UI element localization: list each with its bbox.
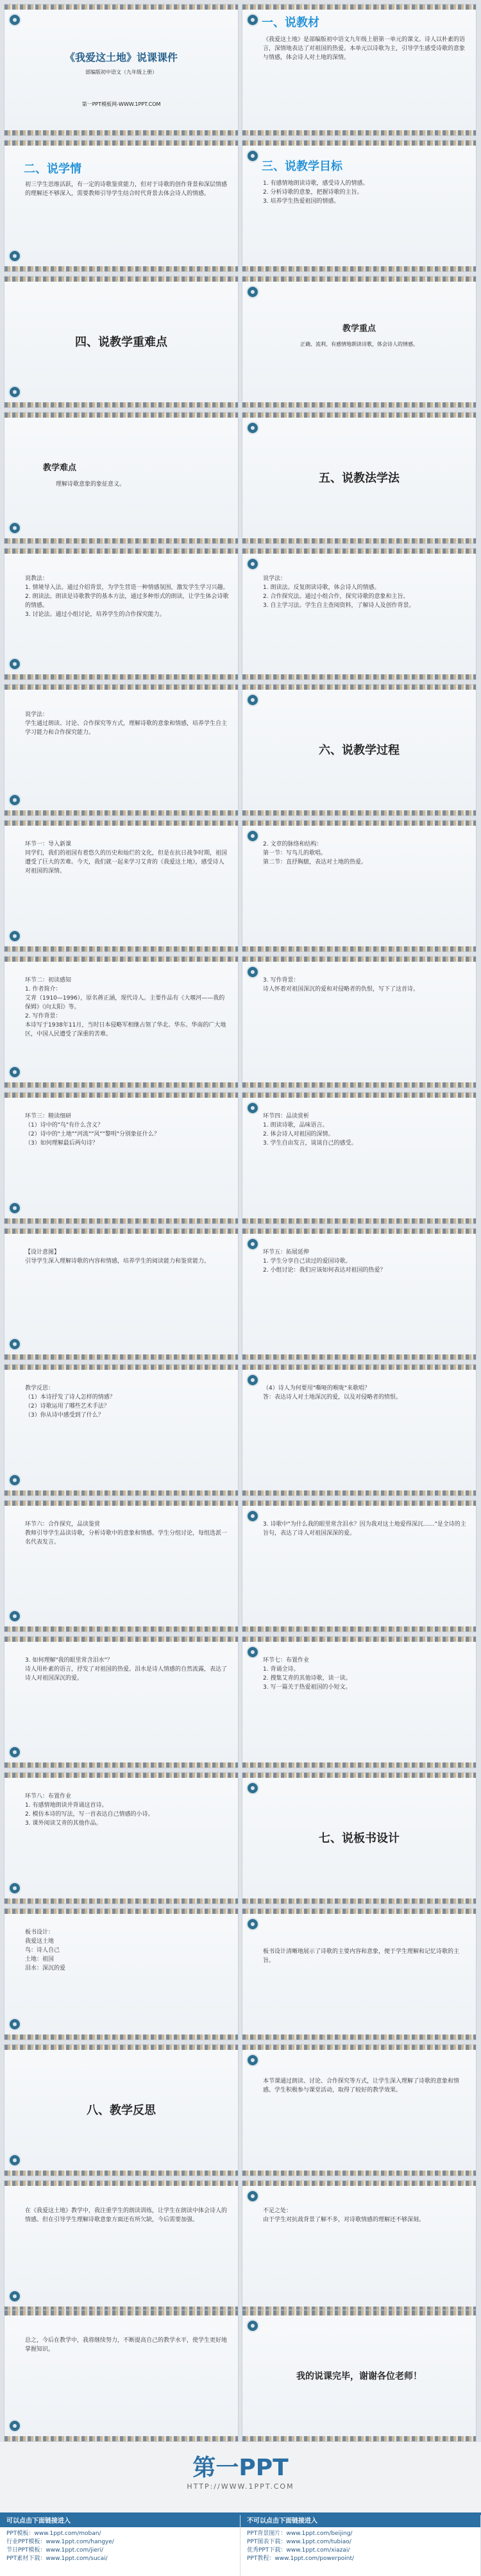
body: 说学法： 1. 朗读法。反复朗读诗歌，体会诗人的情感。 2. 合作探究法。通过小组合作，探究诗歌的意象和主旨。 3. 自主学习法。学生自主查阅资料，了解诗人及创作背景。 xyxy=(263,576,415,609)
body: 正确、流利、有感情地朗读诗歌，体会诗人的情感。 xyxy=(300,341,418,347)
slide-focus[interactable] xyxy=(242,276,477,408)
body: 环节七：布置作业 1. 背诵全诗。 2. 搜集艾青的其他诗歌，读一读。 3. 写一篇关于热爱祖国的小短文。 xyxy=(263,1657,351,1691)
thanks: 我的说课完毕，谢谢各位老师！ xyxy=(296,2371,422,2382)
pin-icon xyxy=(246,1510,259,1523)
pin-icon xyxy=(246,2190,259,2203)
pin-icon xyxy=(8,522,21,534)
body: 2. 文章的脉络和结构： 第一节：写鸟儿的歌唱。 第二节：直抒胸臆，表达对土地的热爱。 xyxy=(263,841,367,866)
footer-col-1-links[interactable]: PPT模板：www.1ppt.com/moban/ 行业PPT模板：www.1ppt.com/hangye/ 节日PPT模板：www.1ppt.com/jieri/ PPT素材下载：www.1ppt.com/sucai/ xyxy=(6,2530,114,2562)
slide-design-intent[interactable] xyxy=(4,1228,239,1360)
heading: 三、说教学目标 xyxy=(262,160,342,173)
slide-key-points[interactable] xyxy=(4,276,239,408)
pin-icon xyxy=(8,1202,21,1215)
title: 六、说教学过程 xyxy=(319,744,400,757)
pin-icon xyxy=(246,1646,259,1659)
body: 1. 有感情地朗读诗歌，感受诗人的情感。 2. 分析诗歌的意象，把握诗歌的主旨。 3. 培养学生热爱祖国的情感。 xyxy=(263,180,369,205)
heading: 二、说学情 xyxy=(24,162,81,176)
body: 环节一：导入新课 同学们，我们的祖国有着悠久的历史和灿烂的文化，但是在抗日战争时期，祖国遭受了巨大的苦难。今天，我们就一起来学习艾青的《我爱这土地》，感受诗人对祖国的深情。 xyxy=(25,841,228,874)
site: 第一PPT模板网-WWW.1PPT.COM xyxy=(81,101,161,107)
pin-icon xyxy=(8,1746,21,1759)
body: 3. 如何理解"我的眼里常含泪水"？ 诗人用朴素的语言，抒发了对祖国的热爱。泪水是诗人情感的自然流露，表达了诗人对祖国深沉的爱。 xyxy=(25,1657,228,1682)
title: 五、说教法学法 xyxy=(319,472,400,485)
body: 理解诗歌意象的象征意义。 xyxy=(56,481,126,488)
pin-icon xyxy=(8,250,21,262)
slide-step1[interactable] xyxy=(4,820,239,952)
pin-icon xyxy=(8,794,21,806)
footer xyxy=(0,2442,481,2576)
footer-links xyxy=(0,2512,481,2576)
pin-icon xyxy=(8,1338,21,1351)
body: 教学反思： （1）本诗抒发了诗人怎样的情感？ （2）诗歌运用了哪些艺术手法？ （3）你从诗中感受到了什么？ xyxy=(25,1385,115,1419)
body: 不足之处： 由于学生对抗战背景了解不多，对诗歌情感的理解还不够深刻。 xyxy=(263,2208,425,2223)
slide-shortcomings[interactable] xyxy=(242,2180,477,2312)
body: 环节四：品读赏析 1. 朗读诗歌，品味语言。 2. 体会诗人对祖国的深情。 3. 学生自由发言，谈谈自己的感受。 xyxy=(263,1113,357,1147)
pin-icon xyxy=(8,1474,21,1487)
slide-theme[interactable] xyxy=(242,1500,477,1632)
pin-icon xyxy=(246,830,259,842)
logo-text: 第一PPT xyxy=(192,2455,289,2481)
slide-reflection-1[interactable] xyxy=(242,2044,477,2176)
body: 本节课通过朗读、讨论、合作探究等方式，让学生深入理解了诗歌的意象和情感。学生积极参与课堂活动，取得了较好的教学效果。 xyxy=(263,2078,460,2094)
logo-url[interactable]: HTTP://WWW.1PPT.COM xyxy=(187,2482,294,2491)
body: 环节六：合作探究，品读鉴赏 教师引导学生品读诗歌，分析诗歌中的意象和情感。学生分组讨论，每组选派一名代表发言。 xyxy=(25,1521,228,1546)
pin-icon xyxy=(246,1102,259,1114)
body: 说学法： 学生通过朗读、讨论、合作探究等方式，理解诗歌的意象和情感，培养学生自主学习能力和合作探究能力。 xyxy=(25,712,228,736)
slide-process[interactable] xyxy=(242,684,477,816)
pin-icon xyxy=(8,1066,21,1079)
footer-col-2-links[interactable]: PPT背景图片：www.1ppt.com/beijing/ PPT图表下载：www.1ppt.com/tubiao/ 优秀PPT下载：www.1ppt.com/xiazai/ PPT教程：www.1ppt.com/powerpoint/ xyxy=(247,2530,355,2562)
slide-summary[interactable] xyxy=(4,2310,239,2442)
body: 【设计意图】 引导学生深入理解诗歌的内容和情感，培养学生的阅读能力和鉴赏能力。 xyxy=(25,1249,210,1265)
pin-icon xyxy=(8,2290,21,2303)
body: 环节三：精读细研 （1）诗中的"鸟"有什么含义？ （2）诗中的"土地""河流""风""黎明"分别象征什么？ （3）如何理解最后两句诗？ xyxy=(25,1113,160,1147)
title: 七、说板书设计 xyxy=(319,1832,400,1845)
footer-col-2-head: 不可以点击下面链接进入 xyxy=(240,2515,480,2527)
pin-icon xyxy=(8,1610,21,1623)
slide-answer[interactable] xyxy=(242,1364,477,1496)
slide-learn-methods[interactable] xyxy=(242,548,477,680)
body: 板书设计清晰地展示了诗歌的主要内容和意象，便于学生理解和记忆诗歌的主旨。 xyxy=(263,1949,460,1964)
pin-icon xyxy=(8,658,21,670)
body: 在《我爱这土地》教学中，我注重学生的朗读训练，让学生在朗读中体会诗人的情感。但在引导学生理解诗歌意象方面还有所欠缺，今后需要加强。 xyxy=(25,2208,228,2223)
body: 板书设计： 我爱这土地 鸟：诗人自己 土地：祖国 泪水：深沉的爱 xyxy=(25,1929,66,1972)
slide-textbook[interactable] xyxy=(242,4,477,136)
body: 总之，今后在教学中，我将继续努力，不断提高自己的教学水平，使学生更好地掌握知识。 xyxy=(25,2337,228,2353)
slide-methods[interactable] xyxy=(242,412,477,544)
slide-background[interactable] xyxy=(242,956,477,1088)
slide-step3[interactable] xyxy=(4,1092,239,1224)
body: 环节五：拓展延伸 1. 学生分享自己读过的爱国诗歌。 2. 小组讨论：我们应该如何表达对祖国的热爱？ xyxy=(263,1249,386,1274)
slide-thanks[interactable] xyxy=(242,2310,477,2442)
pin-icon xyxy=(246,2054,259,2067)
slide-board-note[interactable] xyxy=(242,1908,477,2040)
body: 说教法： 1. 情境导入法。通过介绍背景，为学生营造一种情感氛围，激发学生学习兴趣。 2. 朗读法。朗读是诗歌教学的基本方法，通过多种形式的朗读，让学生体会诗歌的情感。 3. 讨论法。通过小组讨论，培养学生的合作探究能力。 xyxy=(25,576,229,618)
pin-icon xyxy=(8,2154,21,2167)
footer-col-1 xyxy=(0,2515,240,2576)
slide-step6[interactable] xyxy=(4,1500,239,1632)
slide-step5[interactable] xyxy=(242,1228,477,1360)
slide-structure[interactable] xyxy=(242,820,477,952)
slide-goals[interactable] xyxy=(242,140,477,272)
logo xyxy=(0,2442,481,2512)
title: 《我爱这土地》说课课件 xyxy=(64,51,178,64)
body: 《我爱这土地》是部编版初中语文九年级上册第一单元的课文。诗人以朴素的语言，深情地表达了对祖国的热爱。本单元以诗歌为主，引导学生感受诗歌的意象与情感，体会诗人对土地的深情。 xyxy=(263,37,466,61)
body: 环节八：布置作业 1. 有感情地朗读并背诵这首诗。 2. 模仿本诗的写法，写一首表达自己情感的小诗。 3. 课外阅读艾青的其他作品。 xyxy=(25,1793,154,1827)
slide-homework[interactable] xyxy=(4,1772,239,1904)
body: 初三学生思维活跃，有一定的诗歌鉴赏能力，但对于诗歌的创作背景和深层情感的理解还不够深入，需要教师引导学生结合时代背景去体会诗人的情感。 xyxy=(25,182,228,197)
title: 四、说教学重难点 xyxy=(75,336,167,349)
slide-cooperate[interactable] xyxy=(242,1636,477,1768)
pin-icon xyxy=(8,1882,21,1895)
footer-col-1-head: 可以点击下面链接进入 xyxy=(0,2515,240,2527)
body: 3. 诗歌中"为什么我的眼里常含泪水？因为我对这土地爱得深沉……"是全诗的主旨句，表达了诗人对祖国深深的爱。 xyxy=(263,1521,466,1537)
pin-icon xyxy=(246,1238,259,1250)
slide-tears[interactable] xyxy=(4,1636,239,1768)
slide-reflection-2[interactable] xyxy=(4,2180,239,2312)
label: 教学难点 xyxy=(43,463,77,473)
footer-col-2 xyxy=(240,2515,481,2576)
pin-icon xyxy=(8,930,21,943)
slide-board-design[interactable] xyxy=(4,1908,239,2040)
pin-icon xyxy=(246,2319,259,2332)
slide-students[interactable] xyxy=(4,140,239,272)
pin-icon xyxy=(246,694,259,706)
pin-icon xyxy=(246,966,259,978)
slide-step4[interactable] xyxy=(242,1092,477,1224)
pin-icon xyxy=(246,1782,259,1795)
slide-board[interactable] xyxy=(242,1772,477,1904)
pin-icon xyxy=(8,13,21,26)
slide-title[interactable] xyxy=(4,4,239,136)
pin-icon xyxy=(246,422,259,434)
slide-questions[interactable] xyxy=(4,1364,239,1496)
label: 教学重点 xyxy=(342,324,376,334)
pin-icon xyxy=(246,286,259,298)
pin-icon xyxy=(246,149,259,162)
body: 环节二：初读感知 1. 作者简介： 艾青（1910—1996），原名蒋正涵，现代诗人。主要作品有《大堰河——我的保姆》《向太阳》等。 2. 写作背景： 本诗写于1938年11月，当时日本侵略军相继占领了华北、华东、华南的广大地区，中国人民遭受了深重的苦难。 xyxy=(25,977,226,1037)
subtitle: 部编版初中语文（九年级上册） xyxy=(85,69,157,75)
slide-reflection[interactable] xyxy=(4,2044,239,2176)
pin-icon xyxy=(246,13,259,26)
pin-icon xyxy=(246,558,259,570)
body: （4）诗人为何要用"嘶哑的喉咙"来歌唱？ 答：表达诗人对土地深沉的爱，以及对侵略者的愤恨。 xyxy=(263,1385,402,1401)
pin-icon xyxy=(246,1918,259,1931)
title: 八、教学反思 xyxy=(87,2104,156,2117)
heading: 一、说教材 xyxy=(262,16,319,30)
pin-icon xyxy=(8,386,21,398)
slide-learn-summary[interactable] xyxy=(4,684,239,816)
pin-icon xyxy=(8,2419,21,2432)
slide-teach-methods[interactable] xyxy=(4,548,239,680)
body: 3. 写作背景： 诗人怀着对祖国深沉的爱和对侵略者的仇恨，写下了这首诗。 xyxy=(263,977,419,993)
pin-icon xyxy=(246,1374,259,1386)
slide-difficulty[interactable] xyxy=(4,412,239,544)
slide-step2[interactable] xyxy=(4,956,239,1088)
pin-icon xyxy=(8,2018,21,2031)
